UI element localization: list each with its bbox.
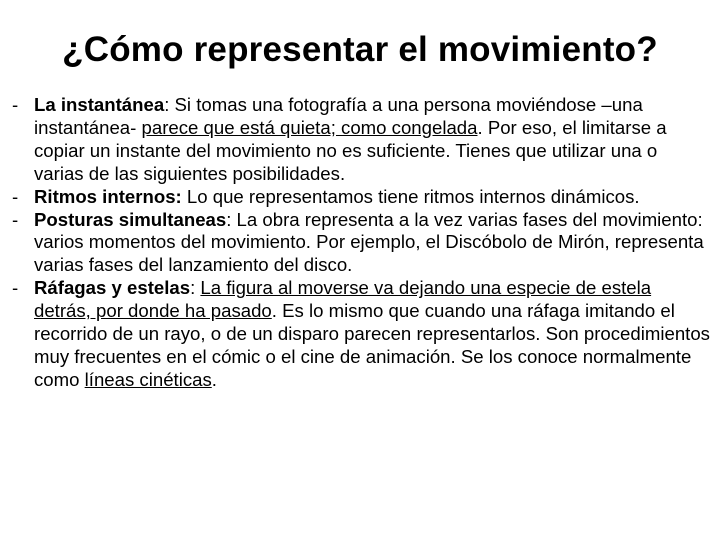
term-posturas-simultaneas: Posturas simultaneas bbox=[34, 208, 227, 230]
bullet-text: : Si tomas una fotografía a una persona moviéndose –una instantánea- bbox=[34, 94, 643, 138]
bullet-dash: - bbox=[12, 185, 19, 207]
bullet-text: : bbox=[190, 277, 201, 299]
bullet-dash: - bbox=[12, 277, 19, 299]
bullet-instantanea bbox=[12, 94, 712, 186]
term-instantanea: La instantánea bbox=[34, 94, 165, 115]
bullet-text: . Es lo mismo que cuando una ráfaga imitando el recorrido de un rayo, o de un disparo parecen representarlos. Son procedimientos muy frecuentes en el cómic o el cine de animación. Se los conoce normalmente como bbox=[34, 300, 710, 390]
bullet-dash: - bbox=[12, 208, 19, 230]
bullet-rafagas-estelas bbox=[12, 277, 712, 392]
bullet-text: Lo que representamos tiene ritmos internos dinámicos. bbox=[181, 185, 640, 207]
underlined-text: líneas cinéticas bbox=[84, 368, 212, 390]
bullet-text: : La obra representa a la vez varias fases del movimiento: varios momentos del movimiento. Por ejemplo, el Discóbolo de Mirón, representa varias fases del lanzamiento del disco. bbox=[34, 208, 704, 276]
underlined-text: parece que está quieta; como congelada bbox=[141, 116, 478, 138]
term-rafagas-estelas: Ráfagas y estelas bbox=[34, 277, 191, 299]
bullet-dash: - bbox=[12, 94, 19, 115]
term-ritmos-internos: Ritmos internos: bbox=[34, 185, 182, 207]
underlined-text: La figura al moverse va dejando una especie de estela detrás, por donde ha pasado bbox=[34, 277, 652, 322]
slide-title: ¿Cómo representar el movimiento? bbox=[62, 30, 658, 69]
bullet-text: . bbox=[211, 368, 217, 390]
bullet-ritmos-internos bbox=[12, 186, 712, 209]
bullet-text: . Por eso, el limitarse a copiar un instante del movimiento no es suficiente. Tienes que utilizar una o varias de las siguientes posibilidades. bbox=[34, 116, 667, 184]
bullet-posturas-simultaneas bbox=[12, 209, 712, 278]
bullet-list bbox=[12, 94, 712, 392]
